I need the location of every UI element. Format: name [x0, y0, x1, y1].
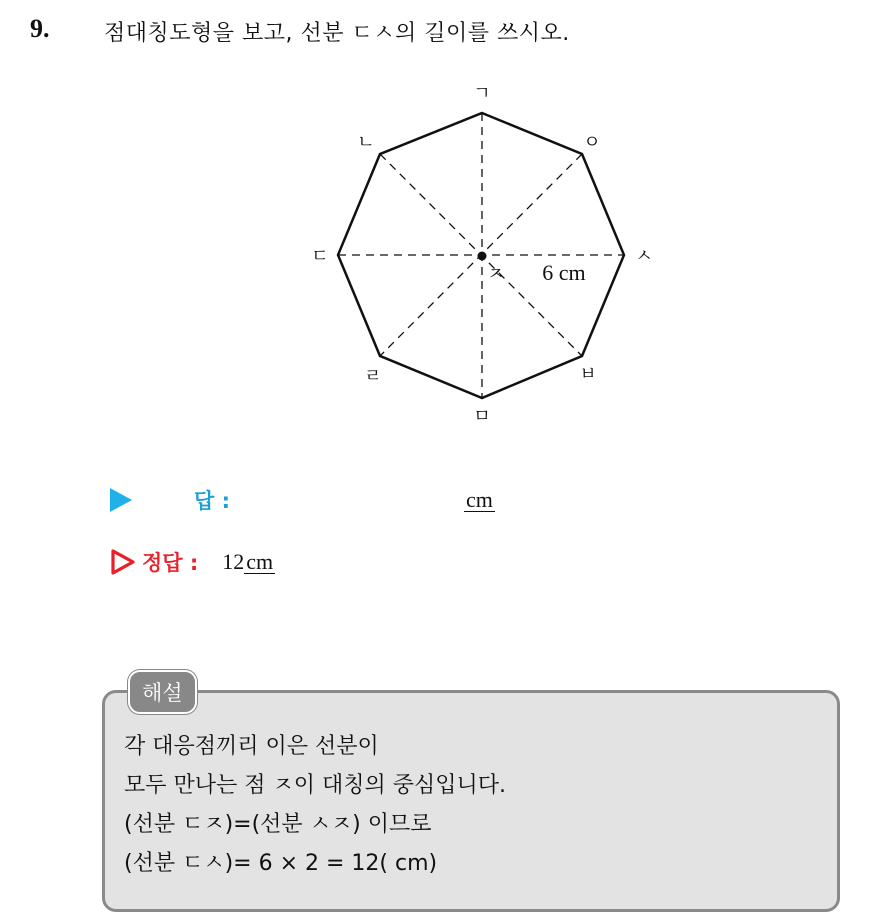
center-label: ㅈ: [487, 264, 505, 285]
explanation-text: [124, 727, 506, 883]
explanation-line: 모두 만나는 점 ㅈ이 대칭의 중심입니다.: [124, 773, 506, 798]
vertex-label-rieul: ㄹ: [364, 366, 382, 387]
vertex-label-siot: ㅅ: [635, 246, 653, 267]
vertex-label-nieun: ㄴ: [357, 132, 375, 153]
segment-length-label: 6 cm: [542, 260, 586, 285]
correct-answer-row: [110, 544, 275, 580]
correct-answer-unit: cm: [246, 548, 274, 574]
vertex-label-ieung: ㅇ: [583, 132, 601, 153]
explanation-line: 각 대응점끼리 이은 선분이: [124, 734, 379, 759]
correct-answer-value: 12: [222, 549, 245, 574]
correct-arrow-icon: [110, 548, 136, 576]
explanation-line: (선분 ㄷㅈ)=(선분 ㅅㅈ) 이므로: [124, 812, 432, 837]
answer-arrow-icon: [110, 488, 132, 512]
vertex-label-mieum: ㅁ: [473, 406, 491, 427]
question-number: 9.: [30, 14, 50, 43]
vertex-label-bieup: ㅂ: [579, 364, 597, 385]
vertex-label-giyeok: ㄱ: [473, 83, 491, 104]
explanation-badge: 해설: [128, 670, 197, 714]
center-point: [478, 252, 487, 261]
explanation-line: (선분 ㄷㅅ)= 6 × 2 = 12( cm): [124, 851, 438, 876]
vertex-label-digeut: ㄷ: [311, 246, 329, 267]
answer-unit: cm: [466, 486, 493, 512]
question-text: 점대칭도형을 보고, 선분 ㄷㅅ의 길이를 쓰시오.: [104, 21, 570, 46]
answer-row: [110, 482, 495, 518]
answer-label: 답 :: [194, 489, 230, 513]
correct-answer-label: 정답 :: [142, 551, 199, 575]
